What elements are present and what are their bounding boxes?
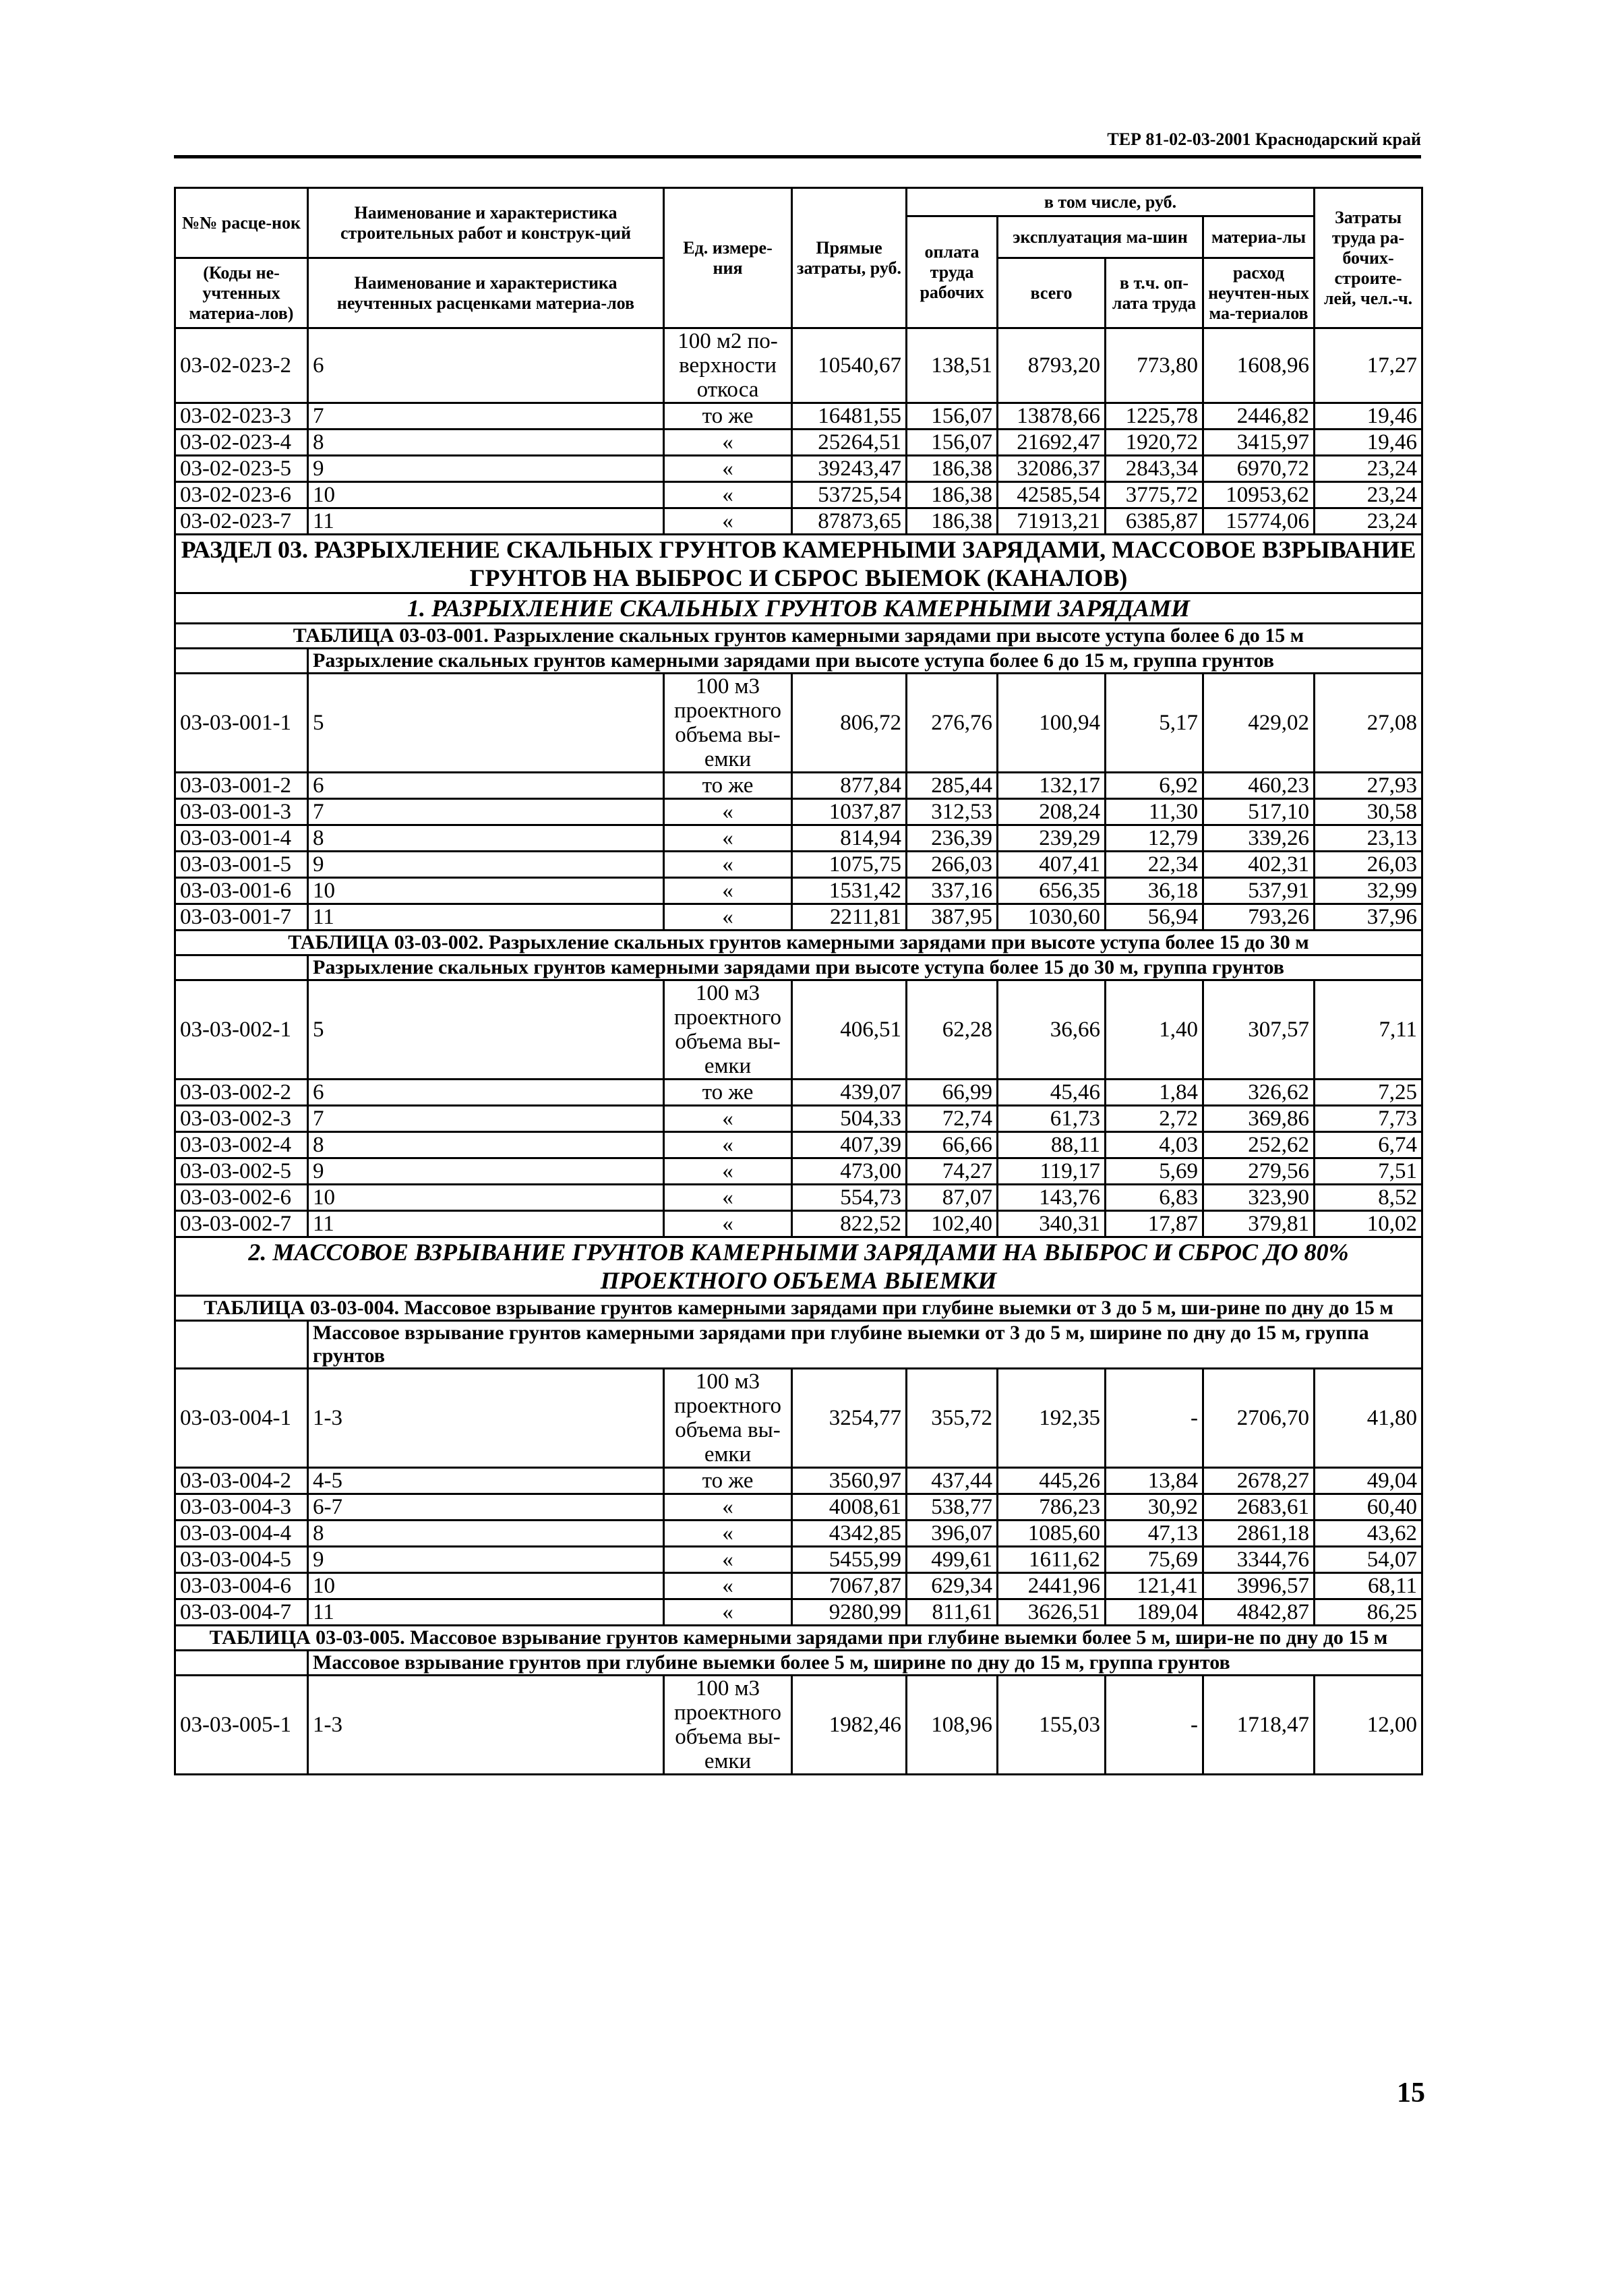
table-row: 03-03-002-2 6 то же 439,07 66,99 45,46 1,84 326,62 7,25 [175,1080,1422,1106]
table-row: 03-03-002-5 9 « 473,00 74,27 119,17 5,69 279,56 7,51 [175,1158,1422,1185]
table-description: Массовое взрывание грунтов при глубине выемки более 5 м, ширине по дну до 15 м, группа грунтов [308,1651,1422,1676]
table-description: Массовое взрывание грунтов камерными зарядами при глубине выемки от 3 до 5 м, ширине по дну до 15 м, группа грунтов [308,1321,1422,1369]
table-row: 03-03-004-4 8 « 4342,85 396,07 1085,60 47,13 2861,18 43,62 [175,1521,1422,1547]
table-row: 03-02-023-7 11 « 87873,65 186,38 71913,21 6385,87 15774,06 23,24 [175,508,1422,535]
section-title: РАЗДЕЛ 03. РАЗРЫХЛЕНИЕ СКАЛЬНЫХ ГРУНТОВ КАМЕРНЫМИ ЗАРЯДАМИ, МАССОВОЕ ВЗРЫВАНИЕ ГРУНТОВ НА ВЫБРОС И СБРОС ВЫЕМОК (КАНАЛОВ) [175,535,1422,593]
table-row: 03-03-001-3 7 « 1037,87 312,53 208,24 11,30 517,10 30,58 [175,799,1422,825]
col-including: в том числе, руб. [907,188,1315,216]
table-row: 03-03-001-6 10 « 1531,42 337,16 656,35 36,18 537,91 32,99 [175,878,1422,904]
table-row: 03-03-001-7 11 « 2211,81 387,95 1030,60 56,94 793,26 37,96 [175,904,1422,931]
table-row: 03-03-004-2 4-5 то же 3560,97 437,44 445,26 13,84 2678,27 49,04 [175,1468,1422,1494]
col-machines: эксплуатация ма-шин [998,216,1203,258]
col-name-bottom: Наименование и характеристика неучтенных расценками материа-лов [308,258,664,328]
table-row: 03-03-004-6 10 « 7067,87 629,34 2441,96 121,41 3996,57 68,11 [175,1573,1422,1599]
table-row: 03-03-004-5 9 « 5455,99 499,61 1611,62 75,69 3344,76 54,07 [175,1547,1422,1573]
table-row: 03-03-004-3 6-7 « 4008,61 538,77 786,23 30,92 2683,61 60,40 [175,1494,1422,1521]
table-row: 03-02-023-2 6 100 м2 по-верхности откоса 10540,67 138,51 8793,20 773,80 1608,96 17,27 [175,328,1422,403]
blank-cell [175,1651,308,1676]
table-row: 03-03-005-1 1-3 100 м3 проектного объема вы-емки 1982,46 108,96 155,03 - 1718,47 12,00 [175,1676,1422,1775]
subsection-title-2: 2. МАССОВОЕ ВЗРЫВАНИЕ ГРУНТОВ КАМЕРНЫМИ ЗАРЯДАМИ НА ВЫБРОС И СБРОС ДО 80% ПРОЕКТНОГО ОБЪЕМА ВЫЕМКИ [175,1237,1422,1296]
blank-cell [175,649,308,674]
table-row: 03-03-001-2 6 то же 877,84 285,44 132,17 6,92 460,23 27,93 [175,773,1422,799]
table-title-03-03-005: ТАБЛИЦА 03-03-005. Массовое взрывание грунтов камерными зарядами при глубине выемки более 5 м, шири-не по дну до 15 м [175,1626,1422,1651]
table-header [175,188,1422,328]
table-row: 03-02-023-3 7 то же 16481,55 156,07 13878,66 1225,78 2446,82 19,46 [175,403,1422,430]
blank-cell [175,955,308,980]
rates-table [174,187,1423,1775]
table-row: 03-03-004-1 1-3 100 м3 проектного объема вы-емки 3254,77 355,72 192,35 - 2706,70 41,80 [175,1369,1422,1468]
table-description: Разрыхление скальных грунтов камерными зарядами при высоте уступа более 6 до 15 м, группа грунтов [308,649,1422,674]
subsection-title-1: 1. РАЗРЫХЛЕНИЕ СКАЛЬНЫХ ГРУНТОВ КАМЕРНЫМИ ЗАРЯДАМИ [175,593,1422,624]
blank-cell [175,1321,308,1369]
table-description: Разрыхление скальных грунтов камерными зарядами при высоте уступа более 15 до 30 м, группа грунтов [308,955,1422,980]
table-row: 03-02-023-4 8 « 25264,51 156,07 21692,47 1920,72 3415,97 19,46 [175,430,1422,456]
col-name-top: Наименование и характеристика строительных работ и конструк-ций [308,188,664,258]
page-header [174,115,1421,158]
document-code: ТЕР 81-02-03-2001 Краснодарский край [1107,129,1421,149]
table-row: 03-02-023-5 9 « 39243,47 186,38 32086,37 2843,34 6970,72 23,24 [175,456,1422,482]
col-materials: материа-лы [1203,216,1315,258]
table-title-03-03-001: ТАБЛИЦА 03-03-001. Разрыхление скальных грунтов камерными зарядами при высоте уступа более 6 до 15 м [175,624,1422,649]
col-machines-wage: в т.ч. оп-лата труда [1106,258,1203,328]
col-code-top: №№ расце-нок [175,188,308,258]
table-title-03-03-002: ТАБЛИЦА 03-03-002. Разрыхление скальных грунтов камерными зарядами при высоте уступа более 15 до 30 м [175,931,1422,955]
col-materials-unaccounted: расход неучтен-ных ма-териалов [1203,258,1315,328]
table-row: 03-03-001-4 8 « 814,94 236,39 239,29 12,79 339,26 23,13 [175,825,1422,852]
page-number: 15 [1397,2077,1425,2108]
table-row: 03-02-023-6 10 « 53725,54 186,38 42585,54 3775,72 10953,62 23,24 [175,482,1422,508]
table-title-03-03-004: ТАБЛИЦА 03-03-004. Массовое взрывание грунтов камерными зарядами при глубине выемки от 3 до 5 м, ши-рине по дну до 15 м [175,1296,1422,1321]
col-code-bottom: (Коды не-учтенных материа-лов) [175,258,308,328]
col-labor: Затраты труда ра-бочих-строите-лей, чел.-ч. [1315,188,1422,328]
col-direct: Прямые затраты, руб. [792,188,907,328]
table-row: 03-03-002-1 5 100 м3 проектного объема вы-емки 406,51 62,28 36,66 1,40 307,57 7,11 [175,980,1422,1080]
table-row: 03-03-002-3 7 « 504,33 72,74 61,73 2,72 369,86 7,73 [175,1106,1422,1132]
table-row: 03-03-001-5 9 « 1075,75 266,03 407,41 22,34 402,31 26,03 [175,852,1422,878]
col-machines-total: всего [998,258,1106,328]
table-row: 03-03-002-4 8 « 407,39 66,66 88,11 4,03 252,62 6,74 [175,1132,1422,1158]
table-row: 03-03-002-7 11 « 822,52 102,40 340,31 17,87 379,81 10,02 [175,1211,1422,1237]
col-wage: оплата труда рабочих [907,216,998,328]
col-unit: Ед. измере-ния [664,188,792,328]
table-row: 03-03-004-7 11 « 9280,99 811,61 3626,51 189,04 4842,87 86,25 [175,1599,1422,1626]
table-row: 03-03-002-6 10 « 554,73 87,07 143,76 6,83 323,90 8,52 [175,1185,1422,1211]
table-row: 03-03-001-1 5 100 м3 проектного объема вы-емки 806,72 276,76 100,94 5,17 429,02 27,08 [175,674,1422,773]
